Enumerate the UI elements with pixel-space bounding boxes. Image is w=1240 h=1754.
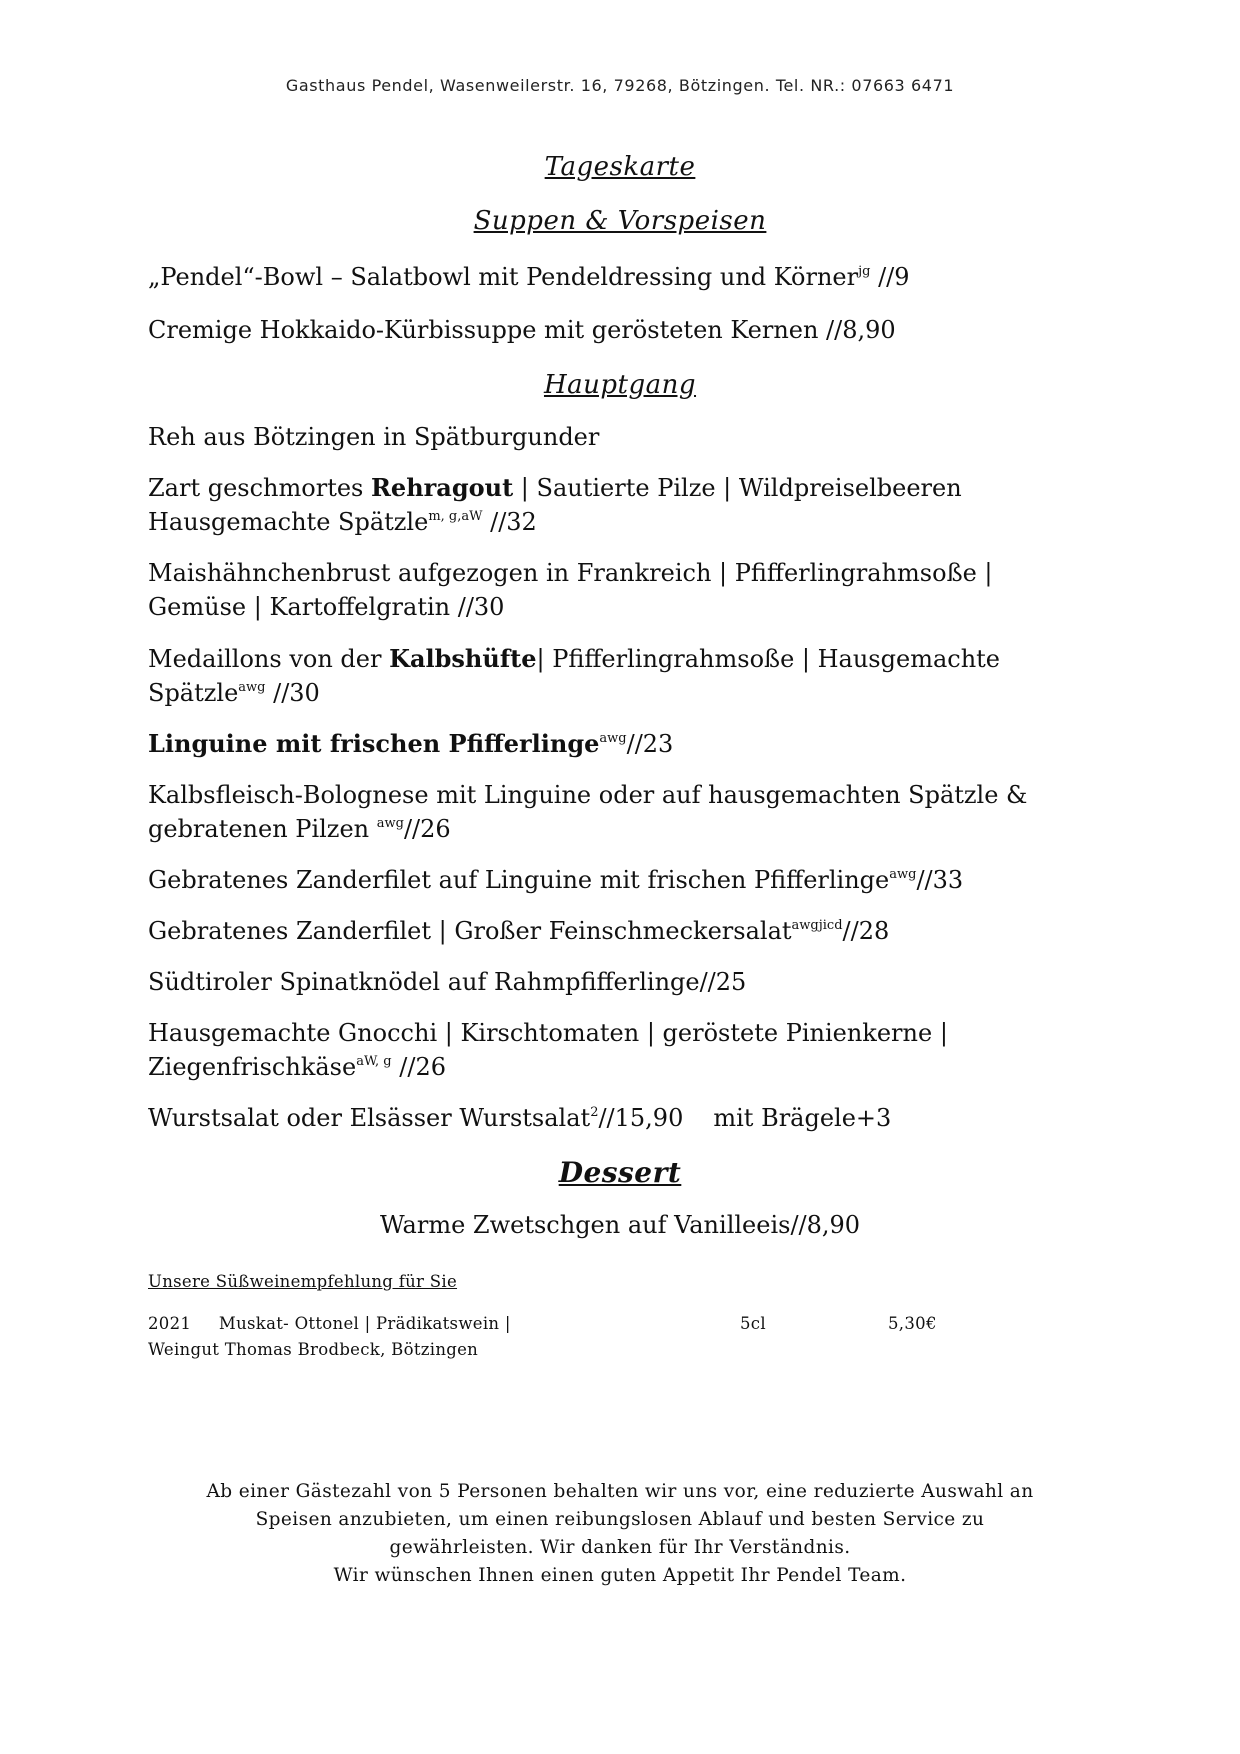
section-title-hauptgang: Hauptgang xyxy=(543,370,697,400)
menu-item-kuerbissuppe: Cremige Hokkaido-Kürbissuppe mit gerösteten Kernen //8,90 xyxy=(148,316,896,344)
wine-price: 5,30€ xyxy=(888,1314,937,1333)
menu-item-reh: Reh aus Bötzingen in Spätburgunder xyxy=(148,423,600,451)
menu-item-wurstsalat: Wurstsalat oder Elsässer Wurstsalat$^2$//15,90 mit Brägele+3 xyxy=(148,1104,892,1132)
menu-item-pendel-bowl: „Pendel“-Bowl – Salatbowl mit Pendeldressing und Körner$^{jg}$ //9 xyxy=(148,263,910,291)
wine-volume: 5cl xyxy=(740,1314,766,1333)
menu-item-gnocchi: Hausgemachte Gnocchi | Kirschtomaten | geröstete Pinienkerne | Ziegenfrischkäse$^{aW, g}$ //26 xyxy=(148,1019,948,1081)
footer-note: Ab einer Gästezahl von 5 Personen behalten wir uns vor, eine reduzierte Auswahl an Speisen anzubieten, um einen reibungslosen Ablauf und besten Service zu gewährleisten. Wir danken für Ihr Verständnis. Wir wünschen Ihnen einen guten Appetit Ihr Pendel Team. xyxy=(206,1481,1034,1586)
section-title-dessert: Dessert xyxy=(558,1156,682,1189)
section-title-suppen: Suppen & Vorspeisen xyxy=(473,206,767,236)
menu-item-zander-salat: Gebratenes Zanderfilet | Großer Feinschmeckersalat$^{awgjicd}$//28 xyxy=(148,917,890,945)
wine-recommendation-title: Unsere Süßweinempfehlung für Sie xyxy=(148,1272,458,1291)
menu-item-dessert: Warme Zwetschgen auf Vanilleeis//8,90 xyxy=(379,1211,861,1239)
wine-producer: Weingut Thomas Brodbeck, Bötzingen xyxy=(148,1340,479,1359)
menu-item-rehragout: Zart geschmortes Rehragout | Sautierte Pilze | Wildpreiselbeeren Hausgemachte Spätzle$^{m, g,aW}$ //32 xyxy=(148,473,962,536)
menu-item-maishaehnchen: Maishähnchenbrust aufgezogen in Frankreich | Pfifferlingrahmsoße | Gemüse | Kartoffelgratin //30 xyxy=(148,559,993,621)
menu-item-linguine: Linguine mit frischen Pfifferlinge$^{awg}$//23 xyxy=(148,729,674,758)
header-address: Gasthaus Pendel, Wasenweilerstr. 16, 79268, Bötzingen. Tel. NR.: 07663 6471 xyxy=(285,76,955,95)
menu-item-spinatknoedel: Südtiroler Spinatknödel auf Rahmpfifferlinge//25 xyxy=(148,968,747,996)
wine-description: 2021 Muskat- Ottonel | Prädikatswein | xyxy=(148,1314,511,1333)
menu-item-zander-linguine: Gebratenes Zanderfilet auf Linguine mit frischen Pfifferlinge$^{awg}$//33 xyxy=(148,866,964,894)
menu-item-kalbshuefte: Medaillons von der Kalbshüfte| Pfifferlingrahmsoße | Hausgemachte Spätzle$^{awg}$ //30 xyxy=(148,644,1000,707)
menu-item-bolognese: Kalbsfleisch-Bolognese mit Linguine oder auf hausgemachten Spätzle & gebratenen Pilzen $^{awg}$//26 xyxy=(148,781,1028,843)
section-title-tageskarte: Tageskarte xyxy=(544,152,696,182)
